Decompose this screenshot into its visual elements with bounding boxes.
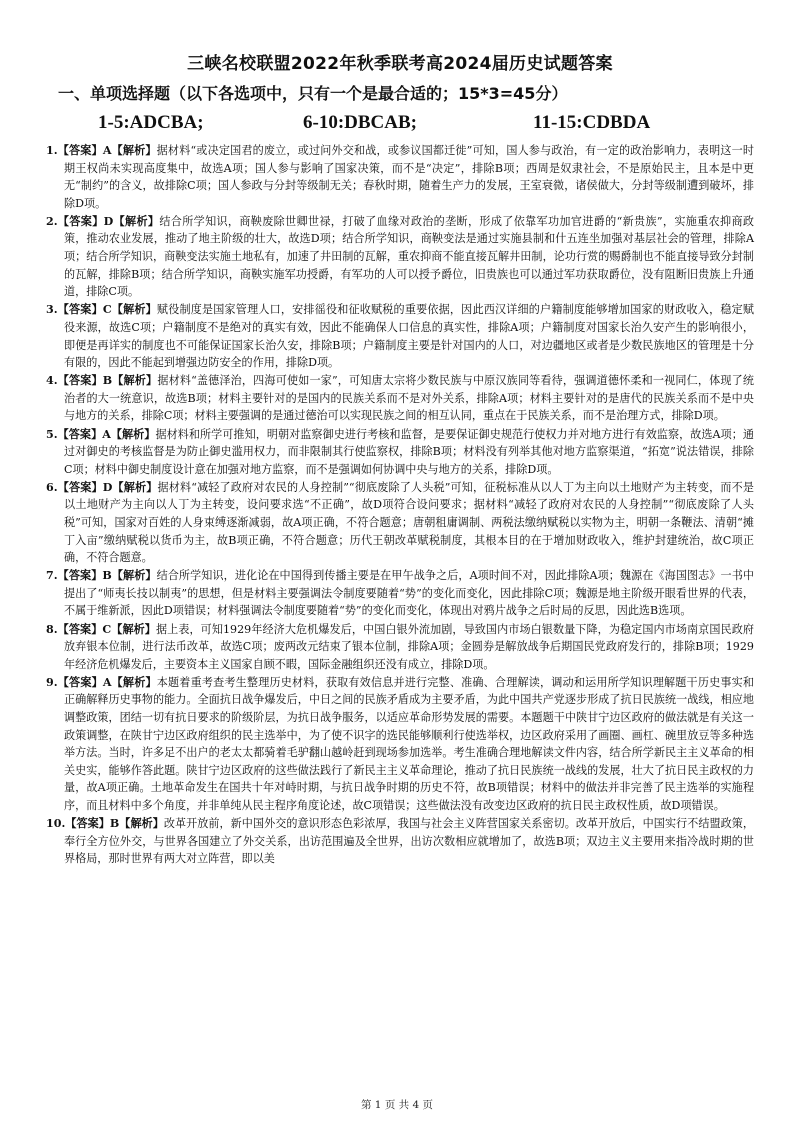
answer-tag: 【答案】A【解析】 [57, 675, 157, 689]
item-number: 3. [46, 303, 58, 317]
answer-tag: 【答案】D【解析】 [57, 480, 158, 494]
answer-key-11-15: 11-15:CDBDA [533, 112, 651, 133]
explanation-item-9 [46, 674, 754, 815]
item-number: 4. [46, 374, 58, 388]
explanation-list [46, 142, 754, 868]
explanation-item-10 [46, 815, 754, 868]
explanation-text: 赋役制度是国家管理人口，安排徭役和征收赋税的重要依据，因此西汉详细的户籍制度能够增加国家的财政收入，稳定赋役来源，故选C项；户籍制度不是绝对的真实有效，因此不能确保人口信息的真实性，排除A项；户籍制度对国家长治久安产生的影响很小，即便是再详实的制度也不可能保证国家长治久安，排除B项；户籍制度主要是针对国内的人口，对边疆地区或者是少数民族地区的管理是十分有限的，因此不能起到增强边防安全的作用，排除D项。 [64, 303, 754, 370]
answer-tag: 【答案】B【解析】 [57, 569, 157, 583]
explanation-text: 据上表，可知1929年经济大危机爆发后，中国白银外流加剧，导致国内市场白银数量下降，为稳定国内市场南京国民政府放弃银本位制，进行法币改革，故选C项；废两改元结束了银本位制，排除A项；金圆券是解放战争后期国民党政府发行的，排除B项；1929年经济危机爆发后，主要资本主义国家自顾不暇，国际金融组织还没有成立，排除D项。 [64, 622, 754, 671]
item-number: 10. [46, 817, 66, 831]
answer-tag: 【答案】C【解析】 [57, 303, 157, 317]
page-footer: 第 1 页 共 4 页 [360, 1099, 434, 1111]
explanation-text: 结合所学知识，进化论在中国得到传播主要是在甲午战争之后，A项时间不对，因此排除A项；魏源在《海国图志》一书中提出了“师夷长技以制夷”的思想，但是材料主要强调法令制度要随着“势”的变化而变化，因此排除C项；魏源是地主阶级开眼看世界的代表，不属于维新派，因此D项错误；材料强调法令制度要随着“势”的变化而变化，体现出对鸦片战争之后时局的反思，因此选B选项。 [64, 569, 754, 618]
answer-tag: 【答案】B【解析】 [57, 374, 158, 388]
answer-tag: 【答案】B【解析】 [65, 817, 164, 831]
item-number: 1. [46, 144, 58, 157]
explanation-item-1 [46, 142, 754, 212]
explanation-text: 结合所学知识，商鞅废除世卿世禄，打破了血缘对政治的垄断，形成了依靠军功加官进爵的“新贵族”，实施重农抑商政策，推动农业发展，推动了地主阶级的壮大，故选D项；结合所学知识，商鞅变法是通过实施县制和什五连坐加强对基层社会的管理，排除A项；结合所学知识，商鞅变法实施土地私有，加速了井田制的瓦解，重农抑商不能直接瓦解井田制，论功行赏的赐爵制也不能直接导致分封制的瓦解，排除B项；结合所学知识，商鞅实施军功授爵，有军功的人可以授予爵位，旧贵族也可以通过军功获取爵位，没有阻断旧贵族上升通道，排除C项。 [64, 214, 754, 299]
explanation-text: 改革开放前，新中国外交的意识形态色彩浓厚，我国与社会主义阵营国家关系密切。改革开放后，中国实行不结盟政策，奉行全方位外交，与世界各国建立了外交关系，出访范围遍及全世界，出访次数相应就增加了，故选B项；双边主义主要用来指冷战时期的世界格局，那时世界有两大对立阵营，即以美 [64, 817, 754, 866]
explanation-item-8 [46, 621, 754, 674]
explanation-text: 据材料“减轻了政府对农民的人身控制”“彻底废除了人头税”可知，征税标准从以人丁为主向以土地财产为主转变，而不是以土地财产为主向以人丁为主转变，设问要求选“不正确”，故D项符合设问要求；据材料“减轻了政府对农民的人身控制”“彻底废除了人头税”可知，国家对百姓的人身束缚逐渐减弱，故A项正确，不符合题意；唐朝租庸调制、两税法缴纳赋税以实物为主，明朝一条鞭法、清朝“摊丁入亩”缴纳赋税以货币为主，故B项正确，不符合题意；历代王朝改革赋税制度，其根本目的在于增加财政收入，维护封建统治，故C项正确，不符合题意。 [64, 480, 754, 565]
explanation-text: 据材料“盖德泽治，四海可使如一家”，可知唐太宗将少数民族与中原汉族同等看待，强调道德怀柔和一视同仁，体现了统治者的大一统意识，故选B项；材料主要针对的是国内的民族关系而不是对外关系，排除A项；材料主要针对的是唐代的民族关系而不是中央与地方的关系，排除C项；材料主要强调的是通过德治可以实现民族之间的相互认同，重点在于民族关系，而不是治理方式，排除D项。 [64, 374, 754, 423]
explanation-item-4 [46, 372, 754, 425]
answer-key-6-10: 6-10:DBCAB; [303, 112, 417, 133]
item-number: 2. [46, 214, 58, 228]
explanation-text: 据材料和所学可推知，明朝对监察御史进行考核和监督，是要保证御史规范行使权力并对地方进行有效监察，故选A项；通过对御史的考核监督是为防止御史滥用权力，而非限制其行使监察权，排除B项；材料没有列举其他对地方监察渠道，“拓宽”说法错误，排除C项；材料中御史制度设计意在加强对地方监察，而不是强调如何协调中央与地方的关系，排除D项。 [64, 427, 754, 476]
answer-key-1-5: 1-5:ADCBA; [98, 112, 204, 133]
item-number: 8. [46, 622, 58, 636]
answer-tag: 【答案】A【解析】 [57, 427, 156, 441]
explanation-text: 本题着重考查考生整理历史材料，获取有效信息并进行完整、准确、合理解读，调动和运用所学知识理解题干历史事实和正确解释历史事物的能力。全面抗日战争爆发后，中日之间的民族矛盾成为主要矛盾，为此中国共产党逐步形成了抗日民族统一战线，相应地调整政策，团结一切有抗日要求的阶级阶层，为抗日战争服务，以适应革命形势发展的需要。本题题干中陕甘宁边区政府的做法就是有关这一政策调整，在陕甘宁边区政府组织的民主选举中，为了使不识字的选民能够顺利行使选举权，边区政府采用了画圈、画杠、碗里放豆等多种选举方法。当时，许多足不出户的老太太都骑着毛驴翻山越岭赶到现场参加选举。考生准确合理地解读文件内容，结合所学新民主主义革命的相关史实，能够作答此题。陕甘宁边区政府的这些做法践行了新民主主义革命理论，推动了抗日民族统一战线的发展，壮大了抗日民主政权的力量，故A项正确。土地革命发生在国共十年对峙时期，与抗日战争时期的历史不符，故B项错误；材料中的做法并非完善了民主选举的实施程序，而且材料中多个角度，并非单纯从民主程序角度论述，故C项错误；这些做法没有改变边区政府的抗日民主政权性质，故D项错误。 [64, 675, 755, 812]
explanation-item-2 [46, 213, 754, 301]
answer-tag: 【答案】C【解析】 [57, 622, 156, 636]
answer-tag: 【答案】D【解析】 [57, 214, 160, 228]
item-number: 9. [46, 675, 58, 689]
document-title: 三峡名校联盟2022年秋季联考高2024届历史试题答案 [187, 54, 613, 74]
answer-key-row [98, 110, 754, 136]
answer-tag: 【答案】A【解析】 [57, 144, 157, 157]
explanation-item-6 [46, 479, 754, 567]
item-number: 5. [46, 427, 58, 441]
item-number: 7. [46, 569, 58, 583]
item-number: 6. [46, 480, 58, 494]
explanation-item-3 [46, 301, 754, 371]
explanation-item-5 [46, 426, 754, 479]
explanation-item-7 [46, 567, 754, 620]
explanation-text: 据材料“或决定国君的废立，或过问外交和战，或参议国都迁徙”可知，国人参与政治，有一定的政治影响力，表明这一时期王权尚未实现高度集中，故选A项；国人参与影响了国家决策，而不是“决定”，排除B项；西周是奴隶社会，不是原始民主，且本是中更无“制约”的含义，故排除C项；国人参政与分封等级制无关；春秋时期，随着生产力的发展，王室衰微，诸侯做大，分封等级制遭到破坏，排除D项。 [64, 144, 754, 210]
section-heading: 一、单项选择题（以下各选项中，只有一个是最合适的；15*3=45分） [58, 84, 568, 103]
